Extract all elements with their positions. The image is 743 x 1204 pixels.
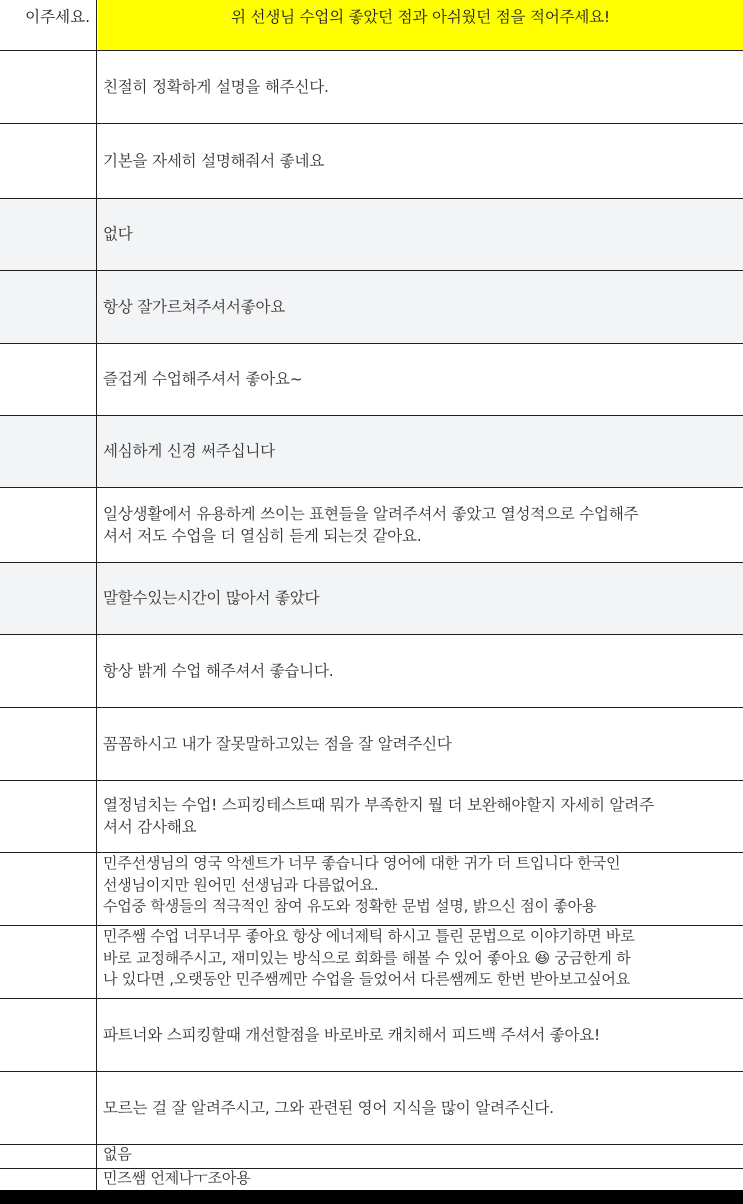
response-row — [0, 487, 743, 562]
header-left-cell[interactable]: 이주세요. — [0, 0, 97, 50]
response-row — [0, 780, 743, 852]
response-cell[interactable]: 민주쌤 수업 너무너무 좋아요 항상 에너제틱 하시고 틀린 문법으로 이야기하면 바로 바로 교정해주시고, 재미있는 방식으로 회화를 해볼 수 있어 좋아요 😆 궁금한게 하 나 있다면 ,오랫동안 민주쌤께만 수업을 들었어서 다른쌤께도 한번 받아보고싶어요 — [103, 927, 635, 988]
response-row — [0, 707, 743, 780]
response-cell[interactable]: 항상 밝게 수업 해주셔서 좋습니다. — [103, 661, 334, 680]
grid-line — [0, 707, 743, 708]
row-left-cell[interactable] — [0, 487, 97, 562]
response-row — [0, 50, 743, 123]
row-left-cell[interactable] — [0, 634, 97, 707]
response-row — [0, 198, 743, 270]
grid-line — [0, 562, 743, 563]
response-cell[interactable]: 세심하게 신경 써주십니다 — [103, 442, 275, 460]
response-cell[interactable]: 꼼꼼하시고 내가 잘못말하고있는 점을 잘 알려주신다 — [103, 734, 452, 753]
grid-line — [0, 487, 743, 488]
row-left-cell[interactable] — [0, 998, 97, 1071]
response-row — [0, 852, 743, 925]
response-row — [0, 1071, 743, 1144]
row-left-cell[interactable] — [0, 1144, 97, 1168]
grid-line — [0, 415, 743, 416]
grid-line — [0, 50, 743, 51]
grid-line — [0, 270, 743, 271]
response-cell[interactable]: 민즈쌤 언제나ㅜ조아용 — [103, 1169, 251, 1187]
row-left-cell[interactable] — [0, 415, 97, 487]
row-left-cell[interactable] — [0, 343, 97, 415]
response-cell[interactable]: 없음 — [103, 1145, 132, 1163]
response-cell[interactable]: 없다 — [103, 225, 133, 243]
response-cell[interactable]: 파트너와 스피킹할때 개선할점을 바로바로 캐치해서 피드백 주셔서 좋아요! — [103, 1025, 601, 1044]
response-row — [0, 1144, 743, 1168]
row-left-cell[interactable] — [0, 925, 97, 998]
response-cell[interactable]: 모르는 걸 잘 알려주시고, 그와 관련된 영어 지식을 많이 알려주신다. — [103, 1098, 554, 1117]
row-left-cell[interactable] — [0, 707, 97, 780]
grid-line — [0, 1144, 743, 1145]
response-cell[interactable]: 말할수있는시간이 많아서 좋았다 — [103, 589, 320, 607]
response-row — [0, 270, 743, 343]
header-row — [0, 0, 743, 50]
response-cell[interactable]: 친절히 정확하게 설명을 해주신다. — [103, 77, 329, 96]
grid-line — [0, 1168, 743, 1169]
response-row — [0, 343, 743, 415]
response-row — [0, 1168, 743, 1190]
row-left-cell[interactable] — [0, 123, 97, 198]
grid-line — [0, 1071, 743, 1072]
question-header-cell[interactable]: 위 선생님 수업의 좋았던 점과 아쉬웠던 점을 적어주세요! — [98, 0, 743, 50]
response-cell[interactable]: 일상생활에서 유용하게 쓰이는 표현들을 알려주셔서 좋았고 열성적으로 수업해주 셔서 저도 수업을 더 열심히 듣게 되는것 같아요. — [103, 504, 639, 545]
grid-line — [0, 634, 743, 635]
grid-line — [0, 925, 743, 926]
bottom-edge-bar — [0, 1190, 743, 1204]
grid-line — [0, 852, 743, 853]
response-cell[interactable]: 열정넘치는 수업! 스피킹테스트때 뭐가 부족한지 뭘 더 보완해야할지 자세히 알려주 셔서 감사해요 — [103, 796, 654, 836]
grid-line — [0, 780, 743, 781]
row-left-cell[interactable] — [0, 562, 97, 634]
response-cell[interactable]: 항상 잘가르쳐주셔서좋아요 — [103, 297, 286, 316]
response-cell[interactable]: 기본을 자세히 설명해줘서 좋네요 — [103, 151, 325, 170]
row-left-cell[interactable] — [0, 852, 97, 925]
response-row — [0, 123, 743, 198]
response-cell[interactable]: 즐겁게 수업해주셔서 좋아요~ — [103, 370, 303, 388]
grid-line — [0, 123, 743, 124]
grid-line — [0, 198, 743, 199]
response-row — [0, 634, 743, 707]
response-row — [0, 998, 743, 1071]
grid-line — [0, 998, 743, 999]
response-row — [0, 925, 743, 998]
row-left-cell[interactable] — [0, 1071, 97, 1144]
response-cell[interactable]: 민주선생님의 영국 악센트가 너무 좋습니다 영어에 대한 귀가 더 트입니다 한국인 선생님이지만 원어민 선생님과 다름없어요. 수업중 학생들의 적극적인 참여 유도와 정확한 문법 설명, 밝으신 점이 좋아용 — [103, 854, 621, 915]
response-row — [0, 415, 743, 487]
row-left-cell[interactable] — [0, 198, 97, 270]
response-row — [0, 562, 743, 634]
row-left-cell[interactable] — [0, 1168, 97, 1190]
row-left-cell[interactable] — [0, 270, 97, 343]
row-left-cell[interactable] — [0, 780, 97, 852]
row-left-cell[interactable] — [0, 50, 97, 123]
grid-line — [0, 343, 743, 344]
